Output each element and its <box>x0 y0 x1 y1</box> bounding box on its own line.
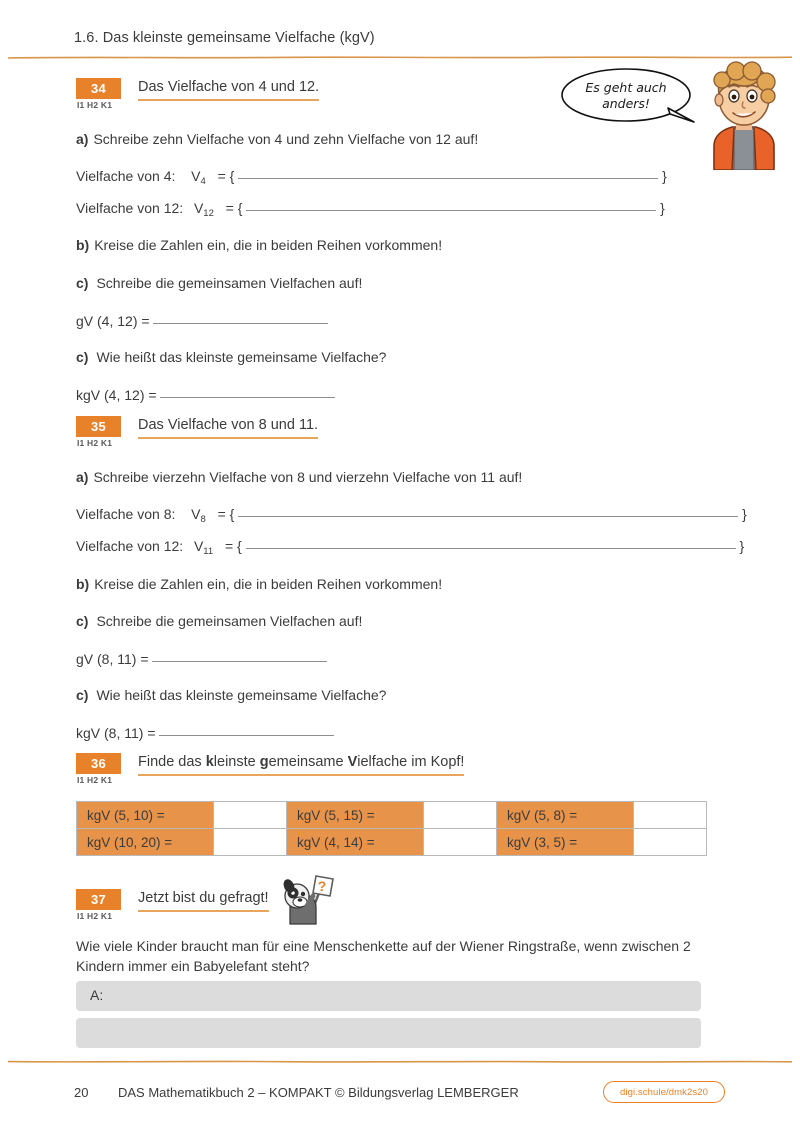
decorative-rule-top <box>8 56 792 59</box>
competency-tag: I1 H2 K1 <box>77 438 113 448</box>
set-label: Vielfache von 8: <box>76 506 176 522</box>
answer-blank[interactable] <box>238 178 658 179</box>
heading-emphasis: g <box>259 754 269 770</box>
kgv-answer-cell[interactable] <box>424 802 497 829</box>
kgv-answer-line <box>76 725 334 741</box>
kgv-term-label: kgV (3, 5) = <box>497 829 634 856</box>
task-text: Wie heißt das kleinste gemeinsame Vielfache? <box>96 687 387 703</box>
task-text: Schreibe die gemeinsamen Vielfachen auf! <box>96 613 363 629</box>
task-a <box>76 131 478 147</box>
heading-emphasis: k <box>205 754 214 770</box>
task-label: c) <box>76 349 89 365</box>
gv-answer-line <box>76 313 328 329</box>
task-label: a) <box>76 131 89 147</box>
kgv-term-label: kgV (5, 8) = <box>497 802 634 829</box>
heading-emphasis: V <box>347 754 358 770</box>
heading-part: ielfache im Kopf! <box>357 754 465 770</box>
speech-bubble-text: Es geht auch anders! <box>585 80 667 111</box>
kgv-term-label: kgV (10, 20) = <box>77 829 214 856</box>
answer-box-1[interactable] <box>76 981 701 1011</box>
competency-tag: I1 H2 K1 <box>77 911 113 921</box>
heading-part: leinste <box>213 754 260 770</box>
set-variable: V <box>193 538 204 554</box>
table-row <box>77 829 707 856</box>
gv-answer-line <box>76 651 327 667</box>
kgv-term-label: kgV (4, 14) = <box>287 829 424 856</box>
task-d <box>76 687 386 703</box>
mascot-boy-illustration <box>688 58 800 175</box>
kgv-exercise-table <box>76 801 707 856</box>
exercise-number-badge: 34 <box>76 78 121 99</box>
task-d <box>76 349 386 365</box>
dog-with-question-sign-icon <box>280 874 336 931</box>
brace-open: = { <box>217 168 235 184</box>
set-line-v8 <box>76 506 747 525</box>
kgv-answer-cell[interactable] <box>634 829 707 856</box>
task-text: Schreibe die gemeinsamen Vielfachen auf! <box>96 275 363 291</box>
heading-part: Finde das <box>138 754 206 770</box>
competency-tag: I1 H2 K1 <box>77 100 113 110</box>
exercise-heading: Das Vielfache von 8 und 11. <box>138 417 318 439</box>
footer-page-number: 20 <box>74 1085 89 1100</box>
footer-copyright: DAS Mathematikbuch 2 – KOMPAKT © Bildungsverlag LEMBERGER <box>118 1085 519 1100</box>
kgv-term-label: kgV (5, 10) = <box>77 802 214 829</box>
task-text: Kreise die Zahlen ein, die in beiden Reihen vorkommen! <box>94 576 443 592</box>
set-subscript: 4 <box>200 176 206 187</box>
set-line-v4 <box>76 168 667 187</box>
kgv-label: kgV (4, 12) = <box>76 387 157 403</box>
set-label: Vielfache von 4: <box>76 168 176 184</box>
exercise-number-badge: 37 <box>76 889 121 910</box>
competency-tag: I1 H2 K1 <box>77 775 113 785</box>
heading-part: emeinsame <box>268 754 348 770</box>
decorative-rule-bottom <box>8 1060 792 1063</box>
brace-close: } <box>662 168 667 184</box>
kgv-answer-cell[interactable] <box>214 829 287 856</box>
task-a <box>76 469 522 485</box>
task-label: c) <box>76 687 89 703</box>
task-label: c) <box>76 275 89 291</box>
set-line-v11 <box>76 538 744 557</box>
brace-close: } <box>660 200 665 216</box>
speech-bubble <box>560 66 700 128</box>
task-label: b) <box>76 237 90 253</box>
task-text: Schreibe vierzehn Vielfache von 8 und vierzehn Vielfache von 11 auf! <box>93 469 523 485</box>
set-label: Vielfache von 12: <box>76 538 184 554</box>
kgv-answer-line <box>76 387 335 403</box>
gv-label: gV (8, 11) = <box>76 651 149 667</box>
brace-open: = { <box>225 200 243 216</box>
digi-schule-badge[interactable]: digi.schule/dmk2s20 <box>603 1081 725 1103</box>
answer-blank[interactable] <box>152 661 327 662</box>
exercise-number-badge: 36 <box>76 753 121 774</box>
exercise-number-badge: 35 <box>76 416 121 437</box>
task-b <box>76 576 442 592</box>
gv-label: gV (4, 12) = <box>76 313 150 329</box>
task-c <box>76 613 362 629</box>
set-variable: V <box>191 168 201 184</box>
kgv-term-label: kgV (5, 15) = <box>287 802 424 829</box>
exercise-37-question: Wie viele Kinder braucht man für eine Menschenkette auf der Wiener Ringstraße, wenn zwischen 2 Kindern immer ein Babyelefant steht? <box>76 938 691 974</box>
brace-close: } <box>742 506 747 522</box>
answer-label: A: <box>90 987 104 1003</box>
kgv-answer-cell[interactable] <box>214 802 287 829</box>
kgv-label: kgV (8, 11) = <box>76 725 156 741</box>
task-text: Schreibe zehn Vielfache von 4 und zehn Vielfache von 12 auf! <box>93 131 479 147</box>
exercise-heading: Jetzt bist du gefragt! <box>138 890 269 912</box>
brace-open: = { <box>217 506 235 522</box>
kgv-answer-cell[interactable] <box>634 802 707 829</box>
task-b <box>76 237 442 253</box>
page-title: 1.6. Das kleinste gemeinsame Vielfache (kgV) <box>74 30 375 46</box>
set-variable: V <box>193 200 204 216</box>
task-label: b) <box>76 576 90 592</box>
answer-box-2[interactable] <box>76 1018 701 1048</box>
answer-blank[interactable] <box>238 516 738 517</box>
kgv-answer-cell[interactable] <box>424 829 497 856</box>
table-row <box>77 802 707 829</box>
task-label: a) <box>76 469 89 485</box>
answer-blank[interactable] <box>153 323 328 324</box>
set-line-v12 <box>76 200 665 219</box>
brace-open: = { <box>224 538 242 554</box>
exercise-heading <box>138 754 464 776</box>
answer-blank[interactable] <box>159 735 334 736</box>
task-text: Wie heißt das kleinste gemeinsame Vielfache? <box>96 349 387 365</box>
task-c <box>76 275 362 291</box>
task-label: c) <box>76 613 89 629</box>
exercise-heading: Das Vielfache von 4 und 12. <box>138 79 319 101</box>
set-subscript: 12 <box>203 208 214 219</box>
set-label: Vielfache von 12: <box>76 200 184 216</box>
task-text: Kreise die Zahlen ein, die in beiden Reihen vorkommen! <box>94 237 443 253</box>
answer-blank[interactable] <box>160 397 335 398</box>
set-subscript: 11 <box>203 546 214 557</box>
answer-blank[interactable] <box>246 548 736 549</box>
brace-close: } <box>739 538 745 554</box>
set-subscript: 8 <box>200 514 206 525</box>
answer-blank[interactable] <box>246 210 656 211</box>
svg-text:?: ? <box>317 878 327 894</box>
set-variable: V <box>191 506 201 522</box>
